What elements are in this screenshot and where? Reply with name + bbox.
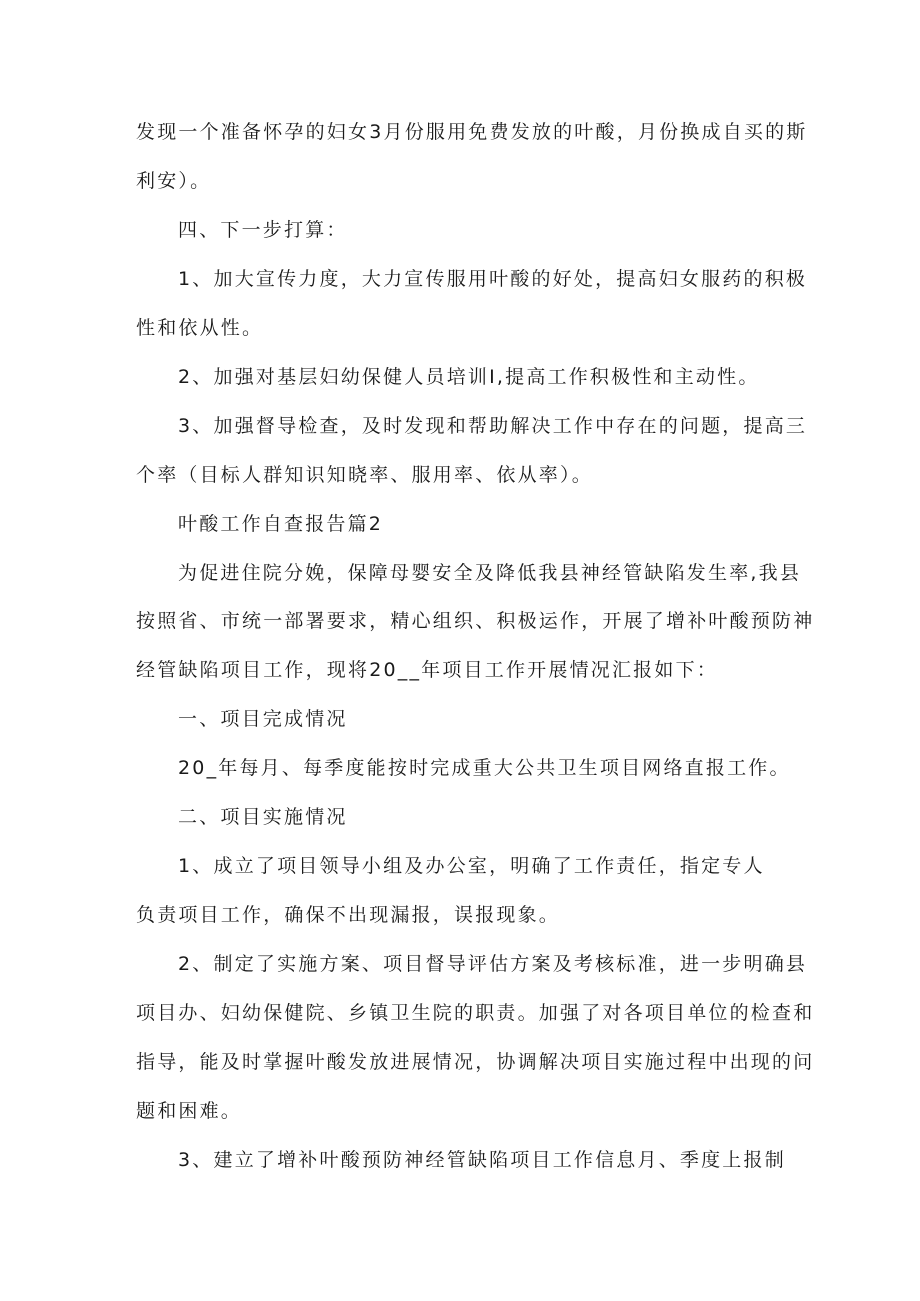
text-line: 发现一个准备怀孕的妇女3月份服用免费发放的叶酸，月份换成自买的斯 (136, 121, 808, 143)
text-line: 1、加大宣传力度，大力宣传服用叶酸的好处，提高妇女服药的积极 (178, 268, 808, 290)
text-line: 负责项目工作，确保不出现漏报，误报现象。 (136, 904, 561, 926)
text-line: 20_年每月、每季度能按时完成重大公共卫生项目网络直报工作。 (178, 757, 791, 779)
section-heading: 四、下一步打算： (178, 219, 348, 241)
text-line: 个率（目标人群知识知晓率、服用率、依从率）。 (136, 464, 593, 486)
text-line: 2、加强对基层妇幼保健人员培训I,提高工作积极性和主动性。 (178, 366, 760, 388)
text-line: 3、建立了增补叶酸预防神经管缺陷项目工作信息月、季度上报制 (178, 1149, 786, 1171)
text-line: 性和依从性。 (136, 317, 264, 339)
text-line: 按照省、市统一部署要求，精心组织、积极运作，开展了增补叶酸预防神 (136, 610, 815, 632)
report-title: 叶酸工作自查报告篇2 (178, 513, 384, 535)
text-line: 为促进住院分娩，保障母婴安全及降低我县神经管缺陷发生率,我县 (178, 562, 802, 584)
section-heading: 一、项目完成情况 (178, 708, 348, 730)
text-line: 利安）。 (136, 170, 212, 192)
text-line: 3、加强督导检查，及时发现和帮助解决工作中存在的问题，提高三 (178, 415, 808, 437)
text-line: 2、制定了实施方案、项目督导评估方案及考核标准，进一步明确县 (178, 953, 808, 975)
text-line: 题和困难。 (136, 1100, 243, 1122)
section-heading: 二、项目实施情况 (178, 806, 348, 828)
text-line: 经管缺陷项目工作，现将20__年项目工作开展情况汇报如下： (136, 659, 718, 681)
text-line: 指导，能及时掌握叶酸发放进展情况，协调解决项目实施过程中出现的问 (136, 1051, 815, 1073)
text-line: 项目办、妇幼保健院、乡镇卫生院的职责。加强了对各项目单位的检查和 (136, 1002, 815, 1024)
text-line: 1、成立了项目领导小组及办公室，明确了工作责任，指定专人 (178, 855, 765, 877)
